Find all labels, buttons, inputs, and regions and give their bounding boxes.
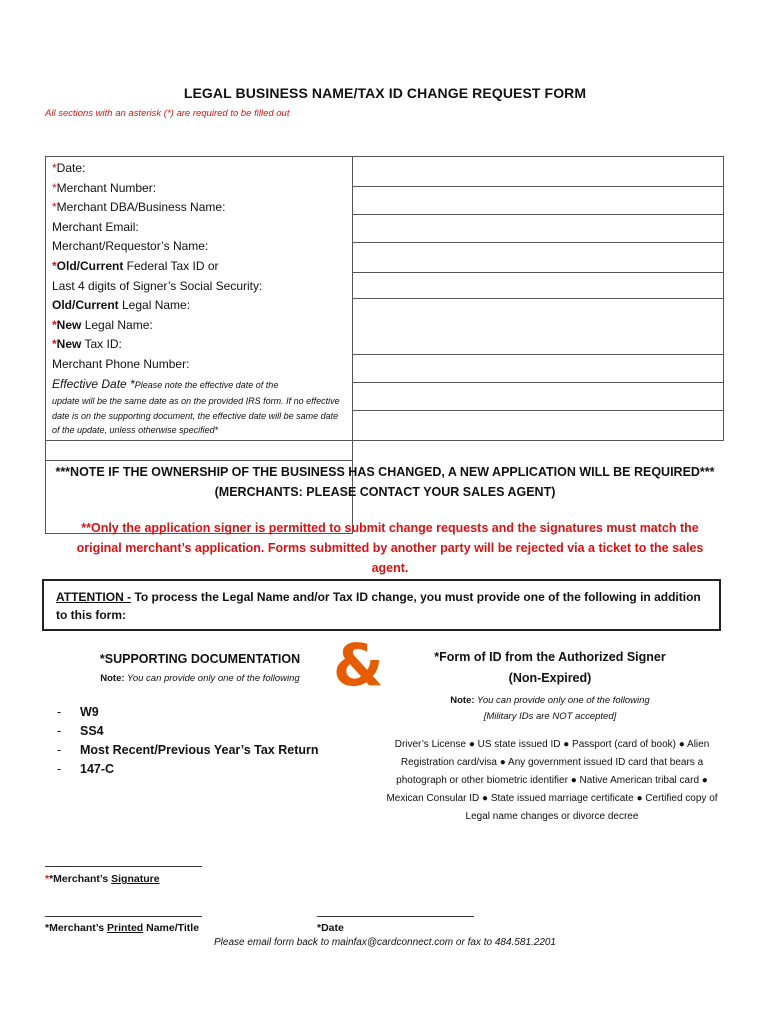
label-old-tax-id-line2: Last 4 digits of Signer’s Social Security: [52,278,263,293]
label-phone: Merchant Phone Number: [52,356,190,371]
old-legal-name-input[interactable] [353,354,724,382]
old-tax-id-input[interactable] [353,299,724,354]
label-new-tax-id: *New Tax ID: [52,337,122,352]
contact-agent-notice: (MERCHANTS: PLEASE CONTACT YOUR SALES AGENT) [214,485,556,499]
date-label: *Date [317,922,344,934]
effective-date-note: update will be the same date as on the provided IRS form. If no effective date is on the supporting document, the effective date will be same date of the update, unless otherwise specified* [52,396,340,436]
attention-box [42,579,721,631]
merchant-email-input[interactable] [353,243,724,273]
merchant-signature-label: **Merchant’s Signature [45,873,160,885]
new-tax-id-input[interactable] [353,410,724,440]
signer-warning: **Only the application signer is permitted to submit change requests and the signatures must match the original merchant’s application. Forms submitted by another party will be rejected via a ticket to the sales agent. [76,521,704,575]
supporting-docs-title: *SUPPORTING DOCUMENTATION [99,652,301,666]
label-date: *Date: [52,161,86,175]
label-merchant-number: *Merchant Number: [52,180,157,195]
date-input[interactable] [353,157,724,187]
list-item: - SS4 [57,724,104,738]
label-requestor-name: Merchant/Requestor’s Name: [52,239,209,254]
requestor-name-input[interactable] [353,272,724,299]
signature-line[interactable] [45,866,202,867]
label-old-tax-id: *Old/Current Federal Tax ID or [52,258,219,273]
id-section-note: Note: You can provide only one of the following [Military IDs are NOT accepted] [450,695,650,722]
list-item: - 147-C [57,762,115,776]
list-item: - W9 [57,705,99,719]
page-title: LEGAL BUSINESS NAME/TAX ID CHANGE REQUEST FORM [183,85,587,101]
list-item: - Most Recent/Previous Year’s Tax Return [57,743,319,757]
required-fields-note: All sections with an asterisk (*) are required to be filled out [45,108,290,119]
merchant-number-input[interactable] [353,186,724,214]
supporting-docs-note: Note: You can provide only one of the following [100,673,300,684]
ownership-notice: ***NOTE IF THE OWNERSHIP OF THE BUSINESS HAS CHANGED, A NEW APPLICATION WILL BE REQUIRED*** [55,465,715,479]
label-merchant-dba: *Merchant DBA/Business Name: [52,200,226,215]
date-line[interactable] [317,916,474,917]
label-old-legal-name: Old/Current Legal Name: [52,298,191,313]
label-merchant-email: Merchant Email: [52,219,139,234]
field-labels-cell [46,157,353,441]
attention-label: ATTENTION - [56,590,132,604]
id-section-title: *Form of ID from the Authorized Signer (Non-Expired) [434,650,666,685]
footer-contact: Please email form back to mainfax@cardconnect.com or fax to 484.581.2201 [214,937,556,948]
printed-name-line[interactable] [45,916,202,917]
supporting-docs-list [57,705,319,781]
merchant-dba-input[interactable] [353,214,724,242]
new-legal-name-input[interactable] [353,382,724,410]
label-effective-date: Effective Date *Please note the effective date of the [52,376,279,391]
ampersand-symbol: & [333,631,384,699]
printed-name-label: *Merchant’s Printed Name/Title [45,922,200,934]
phone-input[interactable] [46,440,353,460]
attention-text: To process the Legal Name and/or Tax ID change, you must provide one of the following in addition to this form: [56,590,701,622]
label-new-legal-name: *New Legal Name: [52,317,153,332]
accepted-id-list: Driver’s License ● US state issued ID ● Passport (card of book) ● Alien Registration card/visa ● Any government issued ID card that bears a photograph or other biometric identifier ● Native American tribal card ● Mexican Consular ID ● State issued marriage certificate ● Certified copy of Legal name changes or divorce decree [386,739,718,822]
